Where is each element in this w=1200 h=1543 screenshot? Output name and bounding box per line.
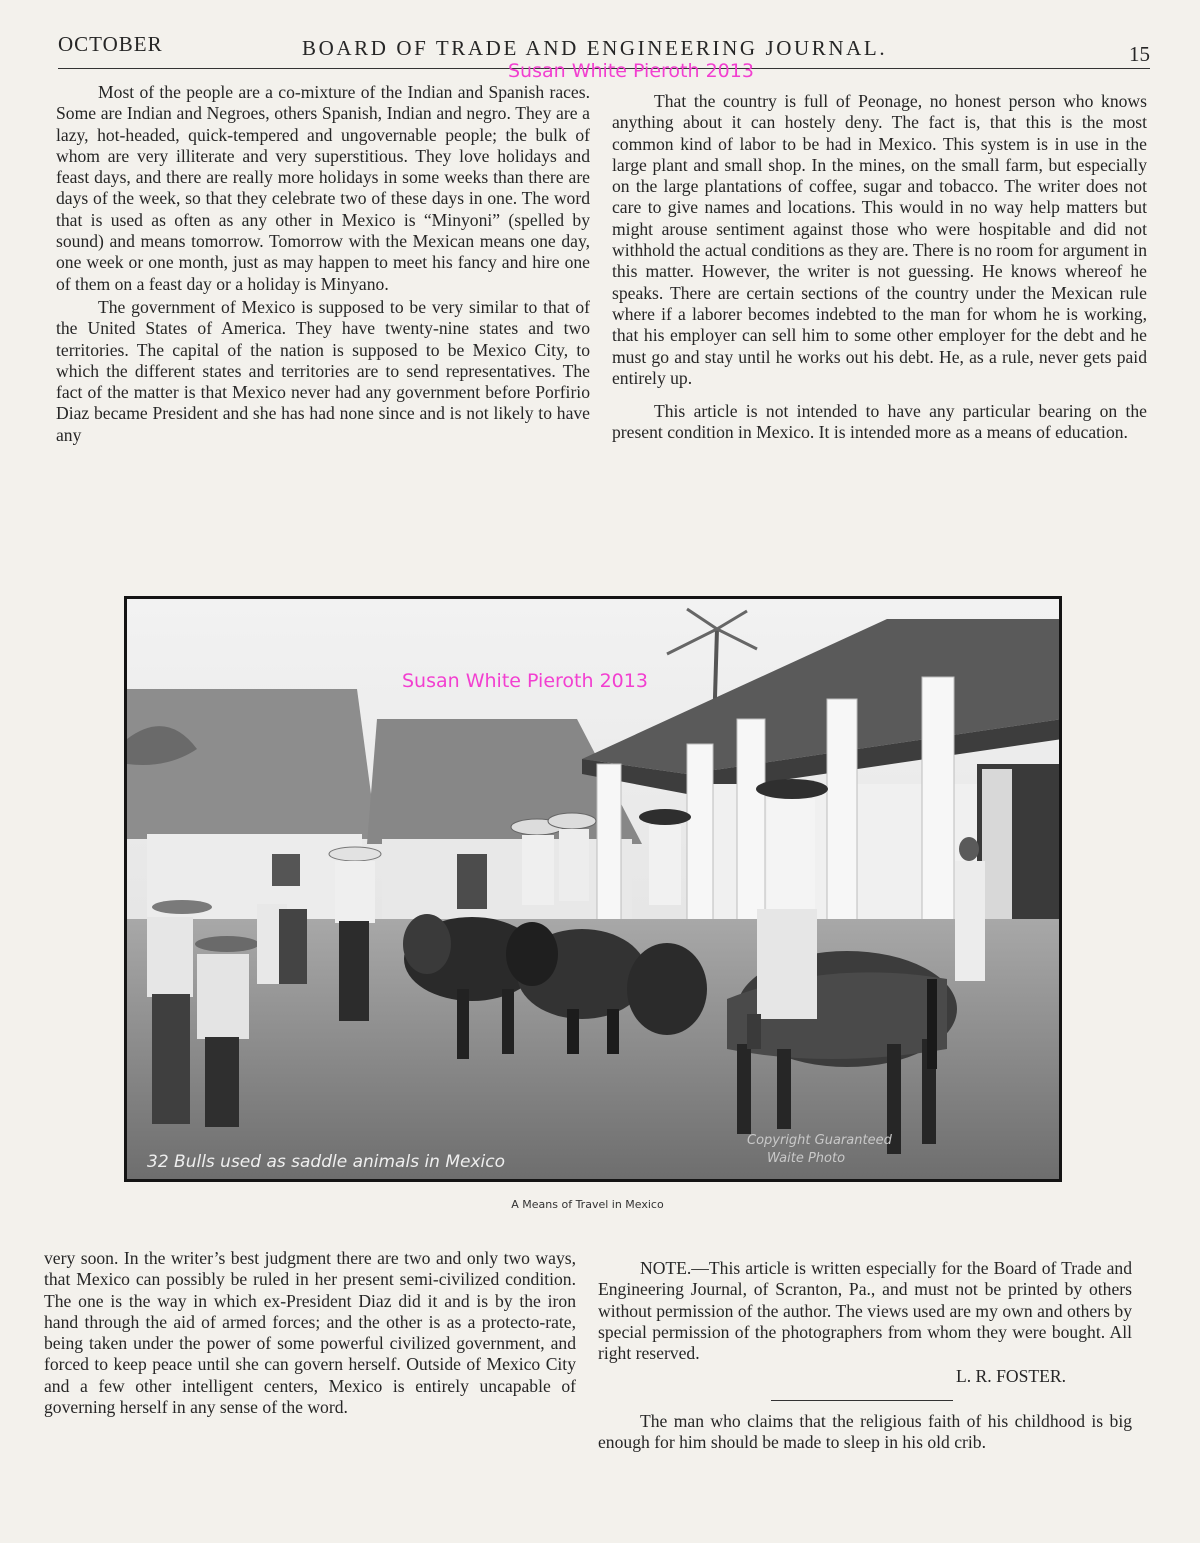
article-column-bottom-right (598, 1258, 1132, 1453)
author-signature: L. R. FOSTER. (956, 1366, 1066, 1387)
paragraph: The government of Mexico is supposed to be very similar to that of the United States of America. They have twenty-nine states and two territories. The capital of the nation is supposed to be Mexico City, to which the different states and territories are to send representatives. The fact of the matter is that Mexico never had any government before Porfirio Diaz became President and she has had none since and is not likely to have any (56, 296, 590, 445)
section-divider (771, 1400, 953, 1401)
article-column-top-left (56, 82, 590, 446)
paragraph: Most of the people are a co-mixture of the Indian and Spanish races. Some are Indian and Negroes, others Spanish, Indian and negro. They are a lazy, hot-headed, quick-tempered and ungovernable people; the bulk of whom are very illiterate and very superstitious. They love holidays and feast days, and there are really more holidays in some weeks than there are days of the week, so that they celebrate two of these days in one. The word that is used as often as any other in Mexico is “Minyoni” (spelled by sound) and means tomorrow. Tomorrow with the Mexican means one day, one week or one month, just as may happen to meet his fancy and hire one of them on a feast day or a holiday is Minyano. (56, 82, 590, 294)
article-column-top-right (612, 91, 1147, 444)
photo-credit-line-1: Copyright Guaranteed (747, 1133, 892, 1148)
watermark-top: Susan White Pieroth 2013 (508, 60, 754, 82)
photo-inscription: 32 Bulls used as saddle animals in Mexico (147, 1152, 506, 1172)
paragraph: That the country is full of Peonage, no honest person who knows anything about it can hostely deny. The fact is, that this is the most common kind of labor to be had in Mexico. This system is in use in the large plant and small shop. In the mines, on the small farm, but especially on the large plantations of coffee, sugar and tobacco. The writer does not care to give names and locations. This would in no way help matters but might arouse sentiment against those who were hospitable and did not withhold the actual conditions as they are. There is no room for argument in this matter. However, the writer is not guessing. He knows whereof he speaks. There are certain sections of the country under the Mexican rule where if a laborer becomes indebted to the man for whom he is working, that his employer can sell him to some other employer for the debt and he must go and stay until he works out his debt. He, as a rule, never gets paid entirely up. (612, 91, 1147, 388)
photo-credit-line-2: Waite Photo (767, 1151, 846, 1166)
paragraph: This article is not intended to have any particular bearing on the present condition in Mexico. It is intended more as a means of education. (612, 401, 1147, 443)
page-number: 15 (1129, 42, 1150, 66)
watermark-photo: Susan White Pieroth 2013 (402, 670, 648, 692)
header-month: OCTOBER (58, 32, 163, 56)
author-note: NOTE.—This article is written especially for the Board of Trade and Engineering Journal, of Scranton, Pa., and must not be printed by others without permission of the author. The views used are my own and others by special permission of the photographers from whom they were bought. All right reserved. (598, 1258, 1132, 1364)
paragraph: very soon. In the writer’s best judgment there are two and only two ways, that Mexico can possibly be ruled in her present semi-civilized condition. The one is the way in which ex-President Diaz did it and is by the iron hand through the aid of armed forces; and the other is as a protecto-rate, being taken under the power of some powerful civilized government, and forced to keep peace until she can govern herself. Outside of Mexico City and a few other intelligent centers, Mexico is entirely uncapable of governing herself in any sense of the word. (44, 1248, 576, 1418)
photo-caption: A Means of Travel in Mexico (511, 1198, 664, 1211)
filler-quote: The man who claims that the religious faith of his childhood is big enough for him should be made to sleep in his old crib. (598, 1410, 1132, 1453)
journal-title: BOARD OF TRADE AND ENGINEERING JOURNAL. (302, 36, 888, 60)
article-column-bottom-left (44, 1248, 576, 1418)
